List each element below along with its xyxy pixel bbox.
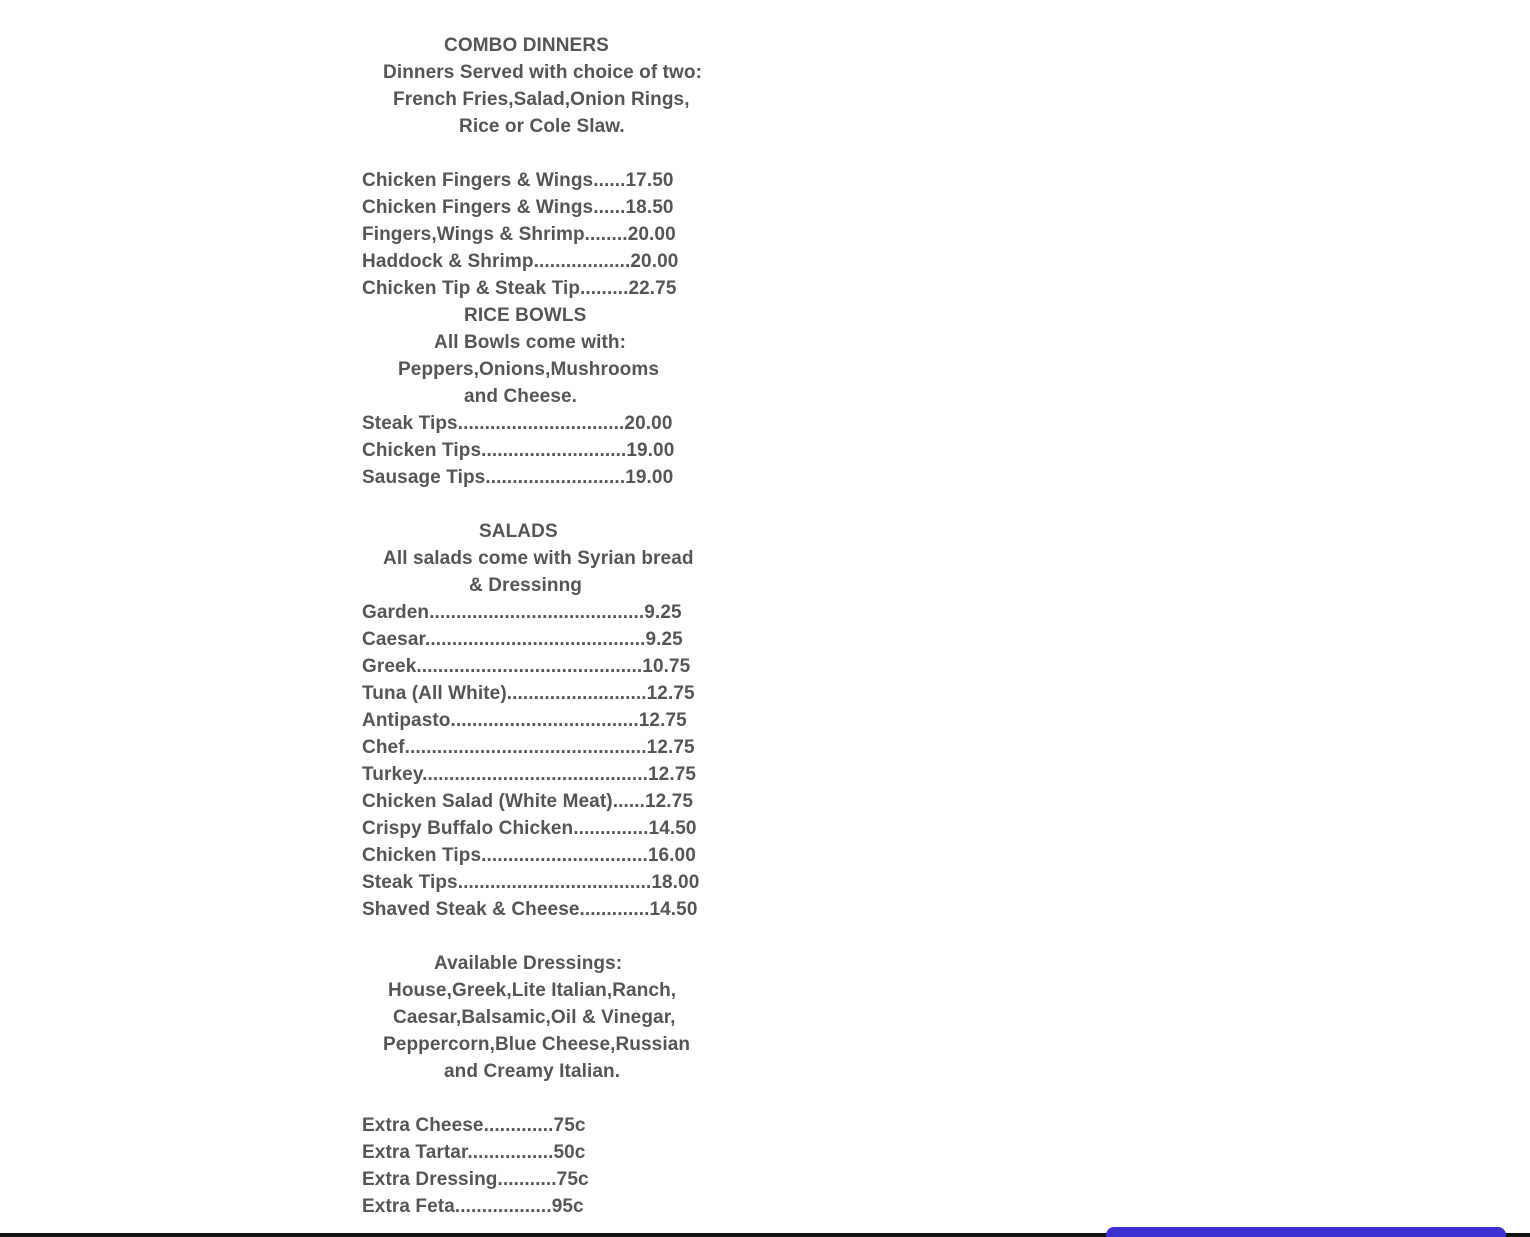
menu-item: Chicken Salad (White Meat)......12.75: [362, 791, 694, 812]
dressings-list: Caesar,Balsamic,Oil & Vinegar,: [393, 1007, 676, 1028]
rice-bowls-desc: Peppers,Onions,Mushrooms: [398, 359, 660, 380]
menu-item: Chicken Tips...............................16.00: [362, 845, 696, 866]
extra-item: Extra Feta..................95c: [362, 1196, 584, 1217]
menu-item: Antipasto...................................12.75: [362, 710, 687, 731]
rice-bowls-title: RICE BOWLS: [464, 305, 587, 326]
dressings-list: Peppercorn,Blue Cheese,Russian: [383, 1034, 691, 1055]
combo-dinners-desc: French Fries,Salad,Onion Rings,: [393, 89, 690, 110]
menu-item: Chef.............................................12.75: [362, 737, 695, 758]
dressings-list: and Creamy Italian.: [444, 1061, 621, 1082]
combo-dinners-desc: Dinners Served with choice of two:: [383, 62, 703, 83]
menu-item: Turkey..........................................12.75: [362, 764, 697, 785]
rice-bowls-desc: All Bowls come with:: [434, 332, 627, 353]
menu-item: Greek..........................................10.75: [362, 656, 691, 677]
menu-item: Tuna (All White)..........................12.75: [362, 683, 695, 704]
menu-item: Sausage Tips..........................19.00: [362, 467, 674, 488]
extra-item: Extra Tartar................50c: [362, 1142, 586, 1163]
menu-item: Fingers,Wings & Shrimp........20.00: [362, 224, 676, 245]
salads-desc: & Dressinng: [469, 575, 583, 596]
menu-item: Steak Tips....................................18.00: [362, 872, 700, 893]
dressings-title: Available Dressings:: [434, 953, 623, 974]
menu-item: Caesar.........................................9.25: [362, 629, 683, 650]
combo-dinners-desc: Rice or Cole Slaw.: [459, 116, 625, 137]
menu-item: Chicken Fingers & Wings......17.50: [362, 170, 674, 191]
menu-item: Chicken Tips...........................19.00: [362, 440, 675, 461]
menu-item: Garden........................................9.25: [362, 602, 682, 623]
menu-item: Crispy Buffalo Chicken..............14.50: [362, 818, 697, 839]
menu-item: Shaved Steak & Cheese.............14.50: [362, 899, 698, 920]
menu-item: Haddock & Shrimp..................20.00: [362, 251, 679, 272]
menu-item: Chicken Tip & Steak Tip.........22.75: [362, 278, 677, 299]
menu-item: Chicken Fingers & Wings......18.50: [362, 197, 674, 218]
combo-dinners-title: COMBO DINNERS: [444, 35, 609, 56]
rice-bowls-desc: and Cheese.: [464, 386, 578, 407]
extra-item: Extra Dressing...........75c: [362, 1169, 589, 1190]
dressings-list: House,Greek,Lite Italian,Ranch,: [388, 980, 677, 1001]
salads-title: SALADS: [479, 521, 558, 542]
menu-item: Steak Tips...............................20.00: [362, 413, 673, 434]
chat-widget-button[interactable]: [1106, 1227, 1506, 1237]
salads-desc: All salads come with Syrian bread: [383, 548, 694, 569]
extra-item: Extra Cheese.............75c: [362, 1115, 586, 1136]
